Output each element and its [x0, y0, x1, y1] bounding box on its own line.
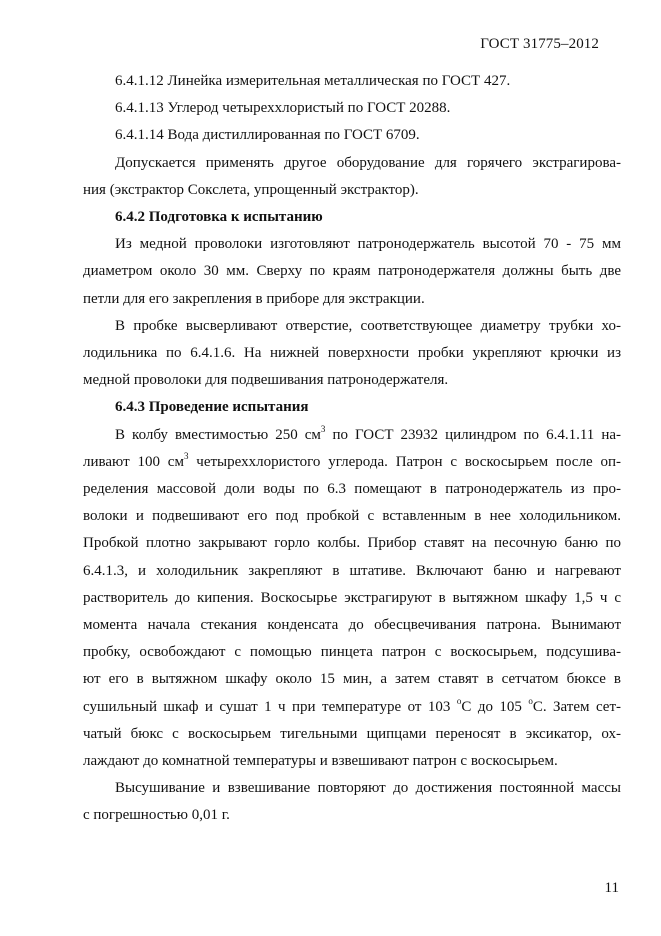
document-header: ГОСТ 31775–2012: [480, 36, 599, 52]
paragraph-line: лодильника по 6.4.1.6. На нижней поверхности пробки укрепляют крючки из: [83, 345, 621, 362]
preparation-paragraph-2: [83, 313, 621, 395]
paragraph-line: ливают 100 $см^3$ четыреххлористого углерода. Патрон с воскосырьем после оп-: [83, 450, 621, 470]
paragraph-line: волоки и подвешивают его под пробкой с вставленным в нее холодильником.: [83, 508, 621, 525]
preparation-paragraph-1: [83, 231, 621, 313]
paragraph-line: растворитель до кипения. Воскосырье экстрагируют в вытяжном шкафу 1,5 ч с: [83, 589, 621, 606]
item-6-4-1-12: 6.4.1.12 Линейка измерительная металлическая по ГОСТ 427.: [115, 73, 511, 89]
page-number: 11: [604, 880, 619, 896]
paragraph-line: В пробке высверливают отверстие, соответствующее диаметру трубки хо-: [115, 317, 621, 334]
paragraph-line: 6.4.1.3, и холодильник закрепляют в штативе. Включают баню и нагревают: [83, 562, 621, 579]
paragraph-line: с погрешностью 0,01 г.: [83, 807, 230, 824]
paragraph-line: ния (экстрактор Сокслета, упрощенный экстрактор).: [83, 181, 419, 198]
procedure-paragraph-1: [83, 422, 622, 776]
item-6-4-1-14: 6.4.1.14 Вода дистиллированная по ГОСТ 6709.: [115, 127, 420, 144]
paragraph-line: момента начала стекания конденсата до обесцвечивания патрона. Вынимают: [83, 617, 621, 634]
document-body: [83, 68, 622, 830]
paragraph-line: медной проволоки для подвешивания патронодержателя.: [83, 372, 449, 389]
paragraph-line: Из медной проволоки изготовляют патронодержатель высотой 70 - 75 мм: [115, 236, 621, 253]
paragraph-line: Высушивание и взвешивание повторяют до достижения постоянной массы: [115, 780, 621, 797]
paragraph-line: Пробкой плотно закрывают горло колбы. Прибор ставят на песочную баню по: [83, 535, 621, 552]
paragraph-line: диаметром около 30 мм. Сверху по краям патронодержателя должны быть две: [83, 263, 621, 280]
item-6-4-1-13: 6.4.1.13 Углерод четыреххлористый по ГОСТ 20288.: [115, 100, 451, 117]
paragraph-line: чатый бюкс с воскосырьем тигельными щипцами переносят в эксикатор, ох-: [83, 725, 621, 742]
section-title-6-4-2: 6.4.2 Подготовка к испытанию: [115, 209, 323, 226]
paragraph-line: сушильный шкаф и сушат 1 ч при температуре от 103 $^о$С до 105 $^о$С. Затем сет-: [83, 695, 621, 715]
allowed-equipment-paragraph: [83, 150, 621, 204]
procedure-paragraph-2: [83, 775, 621, 829]
section-title-6-4-3: 6.4.3 Проведение испытания: [115, 399, 309, 416]
paragraph-line: Допускается применять другое оборудование для горячего экстрагирова-: [115, 154, 621, 171]
paragraph-line: пробку, освобождают с помощью пинцета патрон с воскосырьем, подсушива-: [83, 644, 621, 661]
paragraph-line: лаждают до комнатной температуры и взвешивают патрон с воскосырьем.: [83, 753, 558, 770]
paragraph-line: В колбу вместимостью 250 $см^3$ по ГОСТ 23932 цилиндром по 6.4.1.11 на-: [115, 423, 622, 443]
paragraph-line: ределения массовой доли воды по 6.3 помещают в патронодержатель из про-: [83, 481, 621, 498]
paragraph-line: ют его в вытяжном шкафу около 15 мин, а затем ставят в сетчатом бюксе в: [83, 671, 621, 688]
paragraph-line: петли для его закрепления в приборе для экстракции.: [83, 290, 425, 307]
